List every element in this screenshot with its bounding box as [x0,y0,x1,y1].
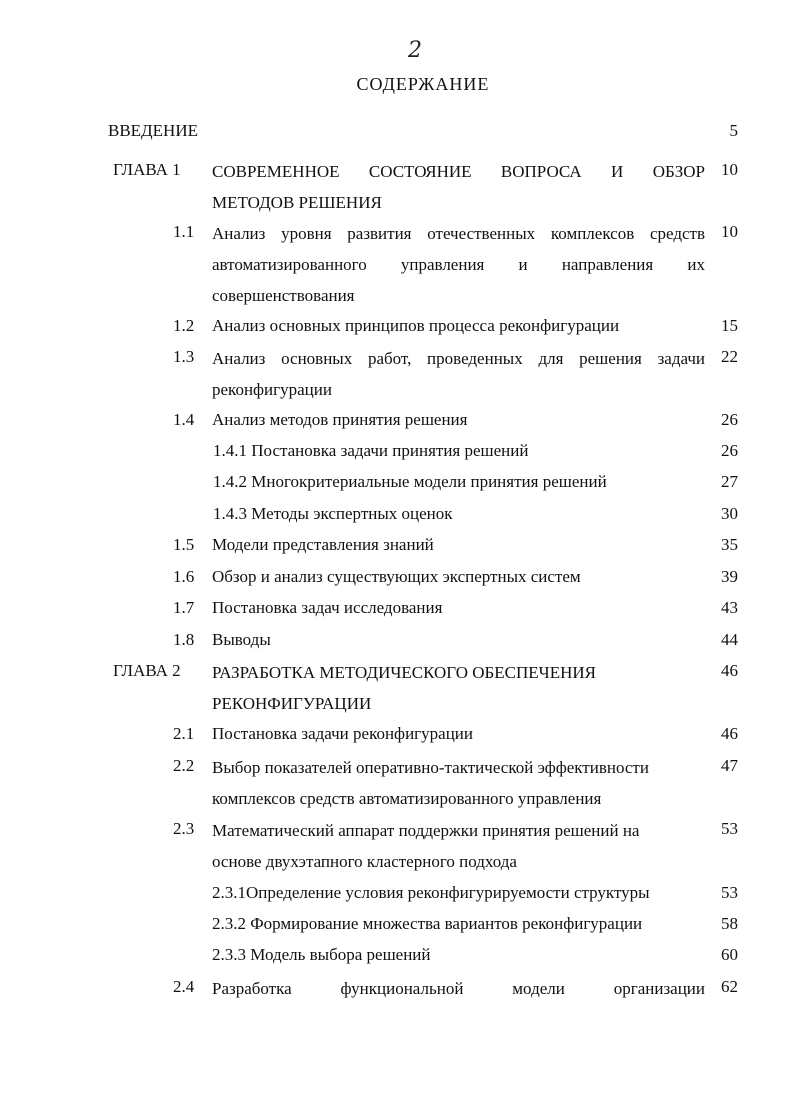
entry-page: 44 [721,630,738,649]
entry-page: 15 [721,316,738,335]
entry-title: 1.4.2 Многокритериальные модели принятия решений [213,472,607,491]
entry-number: 1.4 [173,410,195,429]
entry-title: Анализ основных работ, проведенных для решения задачи реконфигурации [212,349,705,399]
entry-title: Постановка задач исследования [212,598,443,617]
entry-number: 1.7 [173,598,195,617]
entry-page: 60 [721,945,738,964]
entry-number: 1.1 [173,222,195,241]
entry-title: Постановка задачи реконфигурации [212,724,473,743]
chapter-label: ГЛАВА 1 [113,160,181,179]
entry-page: 10 [721,222,738,241]
entry-page: 53 [721,819,738,838]
entry-number: 2.3 [173,819,195,838]
entry-page: 10 [721,160,738,179]
entry-page: 35 [721,535,738,554]
entry-page: 62 [721,977,738,996]
entry-page: 26 [721,410,738,429]
entry-page: 39 [721,567,738,586]
chapter-title: РАЗРАБОТКА МЕТОДИЧЕСКОГО ОБЕСПЕЧЕНИЯ РЕКОНФИГУРАЦИИ [212,663,596,713]
entry-number: 1.8 [173,630,195,649]
entry-number: 2.2 [173,756,195,775]
chapter-title: СОВРЕМЕННОЕ СОСТОЯНИЕ ВОПРОСА И ОБЗОР МЕТОДОВ РЕШЕНИЯ [212,162,705,212]
entry-title: Выбор показателей оперативно-тактической эффективности комплексов средств автоматизированного управления [212,758,649,808]
entry-page: 46 [721,661,738,680]
entry-title: Обзор и анализ существующих экспертных систем [212,567,581,586]
entry-number: 1.6 [173,567,195,586]
entry-page: 22 [721,347,738,366]
page-number: 2 [408,38,422,63]
entry-title: Модели представления знаний [212,535,434,554]
entry-title: Выводы [212,630,271,649]
entry-title: 2.3.2 Формирование множества вариантов реконфигурации [212,914,643,933]
entry-number: 1.3 [173,347,195,366]
entry-page: 27 [721,472,738,491]
entry-page: 5 [729,121,738,140]
entry-page: 53 [721,883,738,902]
entry-title: 2.3.3 Модель выбора решений [212,945,431,964]
entry-number: 2.1 [173,724,195,743]
toc-heading: СОДЕРЖАНИЕ [356,74,490,94]
entry-title: Анализ методов принятия решения [212,410,468,429]
entry-title: Разработка функциональной модели организации [212,979,705,998]
entry-page: 43 [721,598,738,617]
entry-title: Анализ основных принципов процесса реконфигурации [212,316,620,335]
entry-page: 26 [721,441,738,460]
entry-title: 1.4.3 Методы экспертных оценок [213,504,453,523]
entry-number: 1.5 [173,535,195,554]
entry-title: Анализ уровня развития отечественных комплексов средств автоматизированного управления и направления их совершенствования [212,224,705,305]
entry-title: ВВЕДЕНИЕ [108,121,198,140]
entry-title: 1.4.1 Постановка задачи принятия решений [213,441,529,460]
entry-number: 2.4 [173,977,195,996]
chapter-label: ГЛАВА 2 [113,661,181,680]
entry-number: 1.2 [173,316,195,335]
entry-title: Математический аппарат поддержки принятия решений на основе двухэтапного кластерного подхода [212,821,640,871]
entry-page: 30 [721,504,738,523]
entry-page: 47 [721,756,738,775]
entry-title: 2.3.1Определение условия реконфигурируемости структуры [212,883,650,902]
entry-page: 46 [721,724,738,743]
entry-page: 58 [721,914,738,933]
